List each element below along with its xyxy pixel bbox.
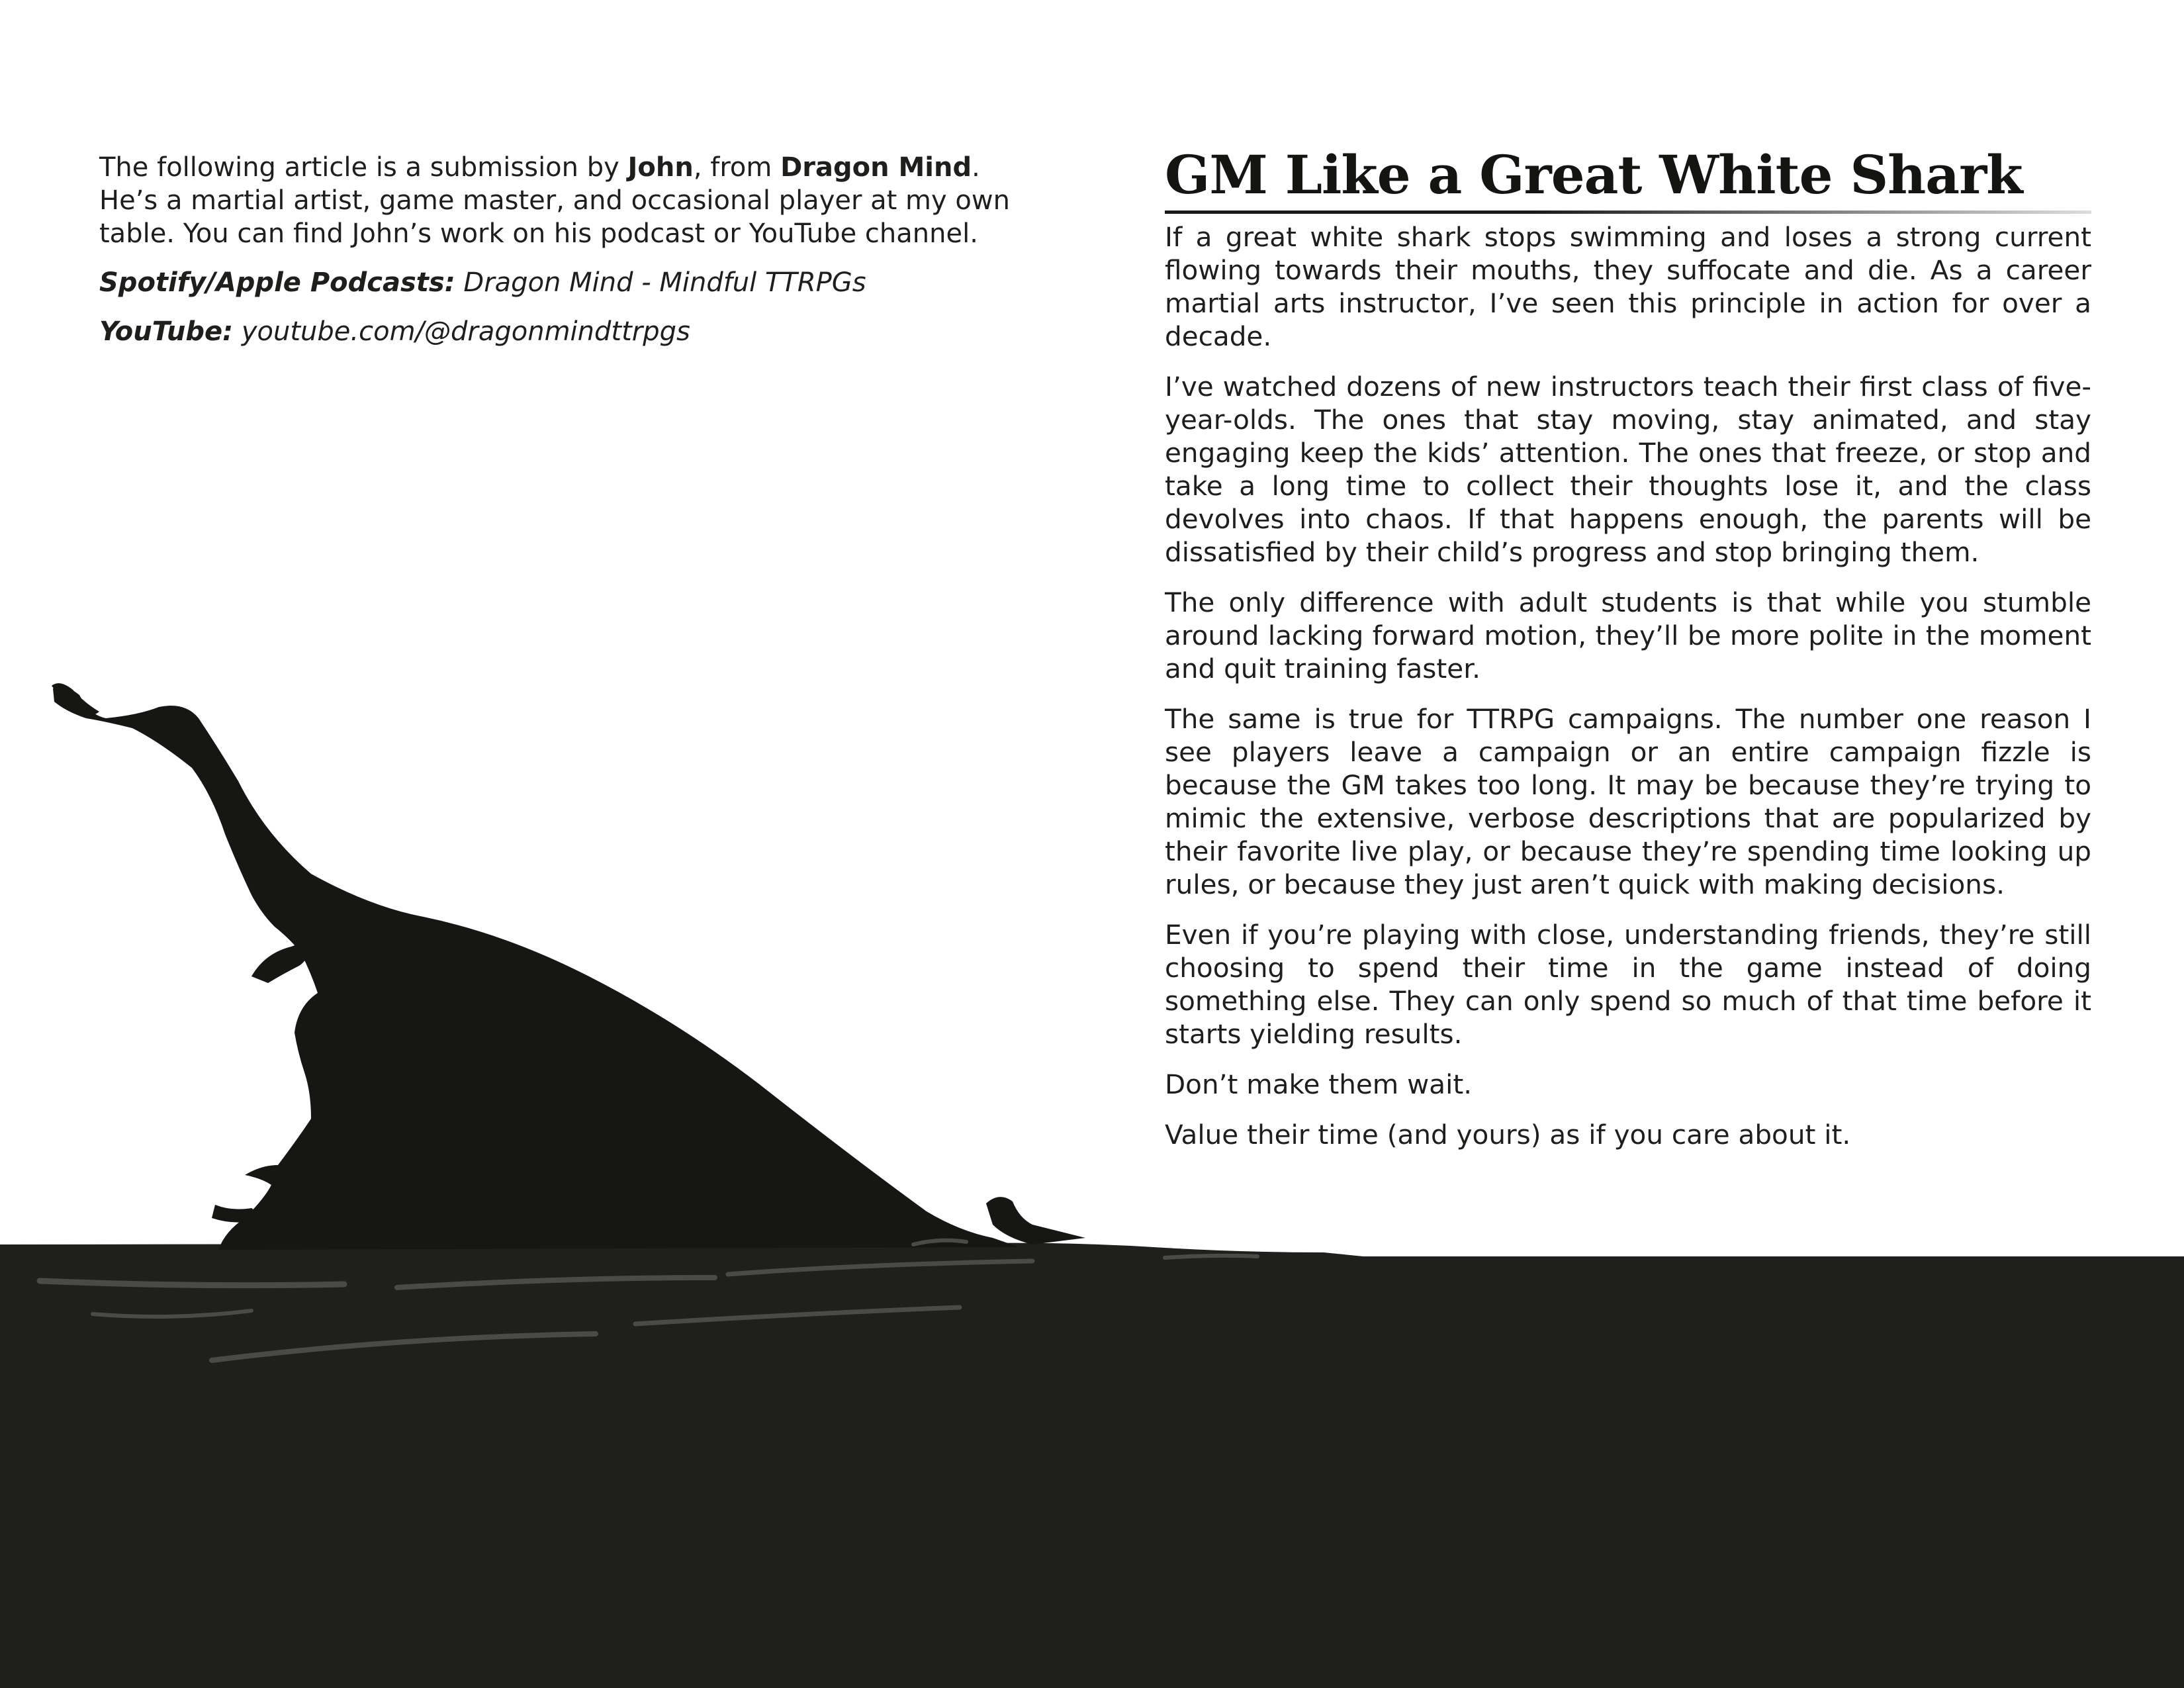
article-title: GM Like a Great White Shark bbox=[1165, 144, 2023, 206]
fin-tip bbox=[52, 683, 99, 714]
article-paragraph: Value their time (and yours) as if you care about it. bbox=[1165, 1119, 1851, 1150]
shark-fin bbox=[53, 686, 1019, 1250]
fin-hook bbox=[268, 875, 291, 890]
title-underline bbox=[1165, 211, 2091, 214]
org-name: Dragon Mind bbox=[780, 152, 972, 183]
article-paragraph: The only difference with adult students is that while you stumble around lacking forward motion, they’ll be more polite in the moment and quit training faster. bbox=[1165, 586, 2091, 684]
intro-text-start: The following article is a submission by bbox=[99, 152, 628, 183]
intro-block bbox=[99, 151, 1039, 364]
youtube-label: YouTube: bbox=[99, 316, 234, 347]
fin-splash bbox=[986, 1197, 1085, 1244]
article-paragraph: Don’t make them wait. bbox=[1165, 1068, 1473, 1100]
article-paragraph: Even if you’re playing with close, understanding friends, they’re still choosing to spend their time in the game instead of doing something else. They can only spend so much of that time before it starts yielding results. bbox=[1165, 919, 2091, 1050]
podcast-line bbox=[99, 266, 1039, 299]
article bbox=[1165, 139, 2091, 1168]
podcast-label: Spotify/Apple Podcasts: bbox=[99, 267, 455, 298]
youtube-line bbox=[99, 315, 1039, 348]
article-paragraph: I’ve watched dozens of new instructors teach their first class of five-year-olds. The ones that stay moving, stay animated, and stay engaging keep the kids’ attention. The ones that freeze, or stop and take a long time to collect their thoughts lose it, and the class devolves into chaos. If that happens enough, the parents will be dissatisfied by their child’s progress and stop bringing them. bbox=[1165, 371, 2091, 568]
intro-text-mid: , from bbox=[693, 152, 781, 183]
water-ripples bbox=[40, 1241, 1257, 1360]
fin-shadow-left bbox=[212, 1205, 257, 1223]
intro-paragraph bbox=[99, 151, 1039, 250]
podcast-value: Dragon Mind - Mindful TTRPGs bbox=[455, 267, 866, 298]
youtube-value: youtube.com/@dragonmindttrpgs bbox=[233, 316, 690, 347]
article-paragraph: If a great white shark stops swimming and loses a strong current flowing towards their mouths, they suffocate and die. As a career martial arts instructor, I’ve seen this principle in action for over a decade. bbox=[1165, 221, 2091, 352]
dark-water bbox=[0, 1243, 2184, 1688]
article-body bbox=[1165, 220, 2091, 1151]
author-name: John bbox=[627, 152, 694, 183]
intro-text-end: . He’s a martial artist, game master, and occasional player at my own table. You can find John’s work on his podcast or YouTube channel. bbox=[99, 152, 1010, 249]
fin-figure bbox=[251, 927, 318, 983]
article-paragraph: The same is true for TTRPG campaigns. The number one reason I see players leave a campaign or an entire campaign fizzle is because the GM takes too long. It may be because they’re trying to mimic the extensive, verbose descriptions that are popularized by their favorite live play, or because they’re spending time looking up rules, or because they just aren’t quick with making decisions. bbox=[1165, 703, 2091, 900]
